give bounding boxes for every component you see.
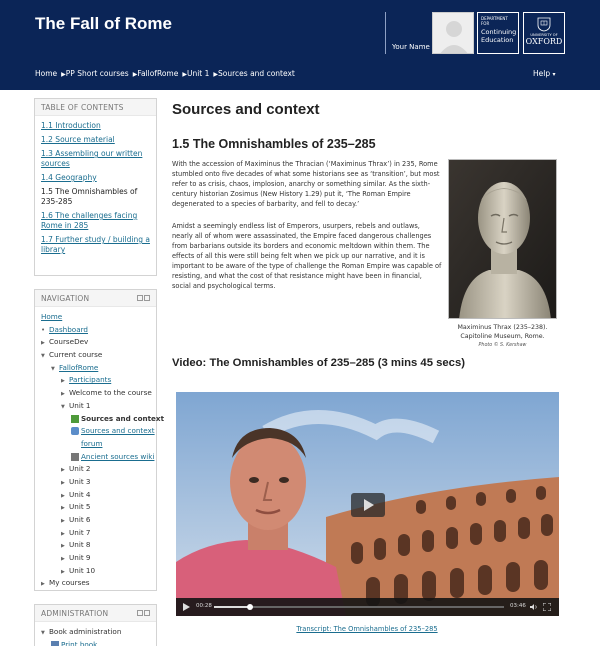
avatar-placeholder-icon — [433, 13, 474, 54]
nav-item[interactable] — [41, 387, 150, 400]
image-caption — [440, 323, 565, 350]
nav-item[interactable] — [41, 639, 150, 646]
toc-block — [34, 98, 157, 276]
collapse-icon[interactable] — [144, 610, 150, 616]
breadcrumb — [35, 69, 295, 78]
video-current-time: 00:28 — [196, 603, 212, 609]
breadcrumb-course[interactable]: FallofRome — [137, 69, 179, 78]
nav-item[interactable] — [41, 514, 150, 527]
breadcrumb-unit[interactable]: Unit 1 — [186, 69, 210, 78]
bust-illustration — [449, 160, 557, 319]
nav-item-label: Unit 9 — [69, 553, 91, 563]
video-title: Video: The Omnishambles of 235–285 (3 mins 45 secs) — [172, 357, 466, 369]
nav-item[interactable] — [41, 324, 150, 337]
logo-ce-text: Continuing Education — [481, 28, 517, 44]
nav-item-label: Unit 1 — [69, 400, 91, 410]
navigation-block — [34, 289, 165, 591]
nav-item-label: Unit 7 — [69, 527, 91, 537]
breadcrumb-current-page[interactable]: Sources and context — [218, 69, 295, 78]
expand-arrow-icon: ▶ — [61, 556, 65, 563]
nav-item-label: Unit 10 — [69, 565, 96, 575]
nav-item[interactable] — [41, 336, 150, 349]
administration-tree — [35, 622, 156, 646]
oxford-logo[interactable] — [523, 12, 565, 54]
avatar[interactable] — [432, 12, 474, 54]
maximinus-bust-image — [448, 159, 557, 319]
block-controls[interactable] — [136, 610, 150, 618]
fullscreen-icon[interactable] — [543, 603, 551, 611]
toc-item-1[interactable] — [41, 121, 150, 131]
nav-item[interactable] — [41, 400, 150, 413]
page-title: Sources and context — [172, 101, 320, 118]
nav-item[interactable] — [41, 413, 165, 426]
toc-item-4[interactable] — [41, 173, 150, 183]
navigation-heading — [35, 290, 156, 307]
nav-item[interactable] — [41, 349, 150, 362]
bullet-icon: • — [41, 325, 46, 334]
nav-item[interactable] — [41, 552, 150, 565]
video-duration: 03:46 — [510, 603, 526, 609]
nav-item-label: Unit 2 — [69, 464, 91, 474]
nav-item-label: Dashboard — [49, 324, 88, 334]
nav-item[interactable] — [41, 577, 150, 590]
help-caret-icon: ▾ — [552, 71, 556, 78]
collapse-arrow-icon: ▼ — [41, 630, 45, 636]
section-title: 1.5 The Omnishambles of 235–285 — [172, 137, 376, 151]
navigation-tree — [35, 307, 165, 594]
nav-item-label: Ancient sources wiki — [81, 451, 155, 461]
paragraph-2: Amidst a seemingly endless list of Emperors, usurpers, rebels and outlaws, nearly all of whom were assassinated, the Empire faced dangerous challenges from barbarians outside its borders and economic meltdown within them. The effects of all this were still being felt when we pick up our narrative, and it is important to be aware of the type of challenge the Roman Empire was capable of resisting, and what the cost of that resistance might have been in financial, social and psychological terms. — [172, 222, 442, 290]
user-name[interactable]: Your Name — [392, 43, 430, 51]
nav-item-label: FallofRome — [59, 362, 99, 372]
print-icon — [51, 641, 59, 646]
nav-item-label: Unit 4 — [69, 489, 91, 499]
nav-item[interactable] — [41, 501, 150, 514]
breadcrumb-pp-short-courses[interactable]: PP Short courses — [65, 69, 129, 78]
expand-arrow-icon: ▶ — [61, 530, 65, 537]
video-scrubber-handle[interactable] — [247, 604, 253, 610]
nav-item-label: Book administration — [49, 627, 122, 636]
nav-item-label: Sources and context — [81, 413, 165, 423]
paragraph-1: With the accession of Maximinus the Thracian (‘Maximinus Thrax’) in 235, Rome stumbled onto five decades of what some historians see as ‘transition’, but most refer to as crisis, chaos, implosion, anarchy or something similar. As the sixth-century historian Zosimus (New History 1.29) put it, ‘The Roman Empire degenerated to a species of barbarity, and fell to decay.’ — [172, 160, 440, 208]
administration-heading — [35, 605, 156, 622]
toc-heading: TABLE OF CONTENTS — [35, 99, 156, 116]
toc-item-label[interactable]: 1.1 Introduction — [41, 121, 101, 130]
logo-ox-small-text: UNIVERSITY OF — [530, 33, 558, 37]
help-label: Help — [533, 69, 551, 78]
dock-icon[interactable] — [137, 610, 143, 616]
toc-item-5-current — [41, 187, 150, 207]
nav-item-label: Print book — [61, 639, 98, 646]
nav-item[interactable] — [41, 438, 150, 451]
nav-item[interactable] — [41, 626, 150, 639]
nav-item[interactable] — [41, 362, 150, 375]
expand-arrow-icon: ▶ — [61, 467, 65, 474]
nav-item[interactable] — [41, 463, 150, 476]
nav-item-label: Unit 3 — [69, 476, 91, 486]
administration-block — [34, 604, 157, 646]
toc-item-6[interactable] — [41, 211, 150, 231]
toc-item-3[interactable] — [41, 149, 150, 169]
continuing-education-logo[interactable] — [477, 12, 519, 54]
expand-arrow-icon: ▶ — [61, 492, 65, 499]
nav-item-label: Unit 5 — [69, 502, 91, 512]
nav-item-label: Sources and context — [81, 426, 155, 436]
user-separator — [385, 12, 386, 54]
nav-item-label: Welcome to the course — [69, 388, 152, 398]
nav-item[interactable] — [41, 374, 150, 387]
nav-item-label: My courses — [49, 578, 90, 588]
caption-credit: Photo © S. Kershaw — [478, 343, 527, 348]
nav-item[interactable] — [41, 476, 150, 489]
nav-item[interactable] — [41, 565, 150, 578]
collapse-arrow-icon: ▼ — [51, 365, 55, 372]
breadcrumb-separator-icon: ▶ — [213, 71, 219, 78]
expand-arrow-icon: ▶ — [41, 581, 45, 588]
collapse-arrow-icon: ▼ — [61, 403, 65, 410]
nav-item-label: Home — [41, 312, 63, 321]
caption-line-1: Maximinus Thrax (235–238). — [457, 324, 548, 331]
help-menu[interactable] — [533, 69, 556, 78]
nav-item-label: Current course — [49, 350, 103, 360]
toc-item-label[interactable]: 1.7 Further study / building a library — [41, 235, 150, 254]
header-bar — [0, 0, 600, 90]
nav-item-label: CourseDev — [49, 337, 89, 347]
toc-item-7[interactable] — [41, 235, 150, 255]
expand-arrow-icon: ▶ — [61, 378, 65, 385]
caption-line-2: Capitoline Museum, Rome. — [460, 333, 545, 340]
transcript-link[interactable]: Transcript: The Omnishambles of 235–285 — [296, 625, 438, 633]
logo-ox-text: OXFORD — [525, 37, 563, 46]
book-icon — [71, 415, 79, 423]
toc-item-2[interactable] — [41, 135, 150, 145]
nav-item[interactable] — [41, 489, 150, 502]
wiki-icon — [71, 453, 79, 461]
expand-arrow-icon: ▶ — [61, 518, 65, 524]
expand-arrow-icon: ▶ — [41, 340, 45, 347]
breadcrumb-separator-icon: ▶ — [61, 71, 66, 78]
logo-ce-small-text: DEPARTMENT FOR — [481, 16, 508, 26]
block-controls[interactable] — [136, 295, 150, 303]
expand-arrow-icon: ▶ — [61, 391, 65, 398]
nav-item[interactable] — [41, 425, 155, 438]
video-progress-track[interactable] — [214, 606, 504, 608]
breadcrumb-home[interactable]: Home — [35, 69, 58, 78]
nav-item[interactable] — [41, 311, 150, 324]
toc-item-label[interactable]: 1.4 Geography — [41, 173, 97, 182]
forum-icon — [71, 427, 79, 435]
collapse-icon[interactable] — [144, 295, 150, 301]
oxford-crest-icon — [536, 16, 552, 32]
nav-item-label: forum — [81, 438, 103, 448]
play-overlay-button[interactable] — [351, 493, 385, 517]
site-title[interactable]: The Fall of Rome — [35, 14, 172, 33]
toc-item-label[interactable]: 1.3 Assembling our written sources — [41, 149, 143, 168]
toc-list — [35, 116, 156, 264]
administration-heading-label: ADMINISTRATION — [41, 609, 109, 618]
nav-item[interactable] — [41, 451, 155, 464]
nav-item-label: Unit 6 — [69, 515, 91, 524]
toc-item-label[interactable]: 1.2 Source material — [41, 135, 115, 144]
breadcrumb-separator-icon: ▶ — [132, 71, 138, 78]
nav-item-label: Participants — [69, 375, 112, 385]
play-icon[interactable] — [183, 603, 190, 611]
nav-item[interactable] — [41, 539, 150, 552]
nav-item-label: Unit 8 — [69, 540, 91, 550]
video-controls — [176, 598, 559, 616]
expand-arrow-icon: ▶ — [61, 543, 65, 550]
expand-arrow-icon: ▶ — [61, 505, 65, 512]
expand-arrow-icon: ▶ — [61, 568, 65, 575]
video-progress-fill — [214, 606, 250, 608]
toc-item-label: 1.5 The Omnishambles of 235-285 — [41, 187, 138, 206]
dock-icon[interactable] — [137, 295, 143, 301]
toc-item-label[interactable]: 1.6 The challenges facing Rome in 285 — [41, 211, 138, 230]
volume-icon[interactable] — [530, 603, 538, 611]
navigation-heading-label: NAVIGATION — [41, 294, 90, 303]
expand-arrow-icon: ▶ — [61, 479, 65, 486]
collapse-arrow-icon: ▼ — [41, 353, 45, 360]
breadcrumb-separator-icon: ▶ — [182, 71, 187, 78]
nav-item[interactable] — [41, 527, 150, 540]
